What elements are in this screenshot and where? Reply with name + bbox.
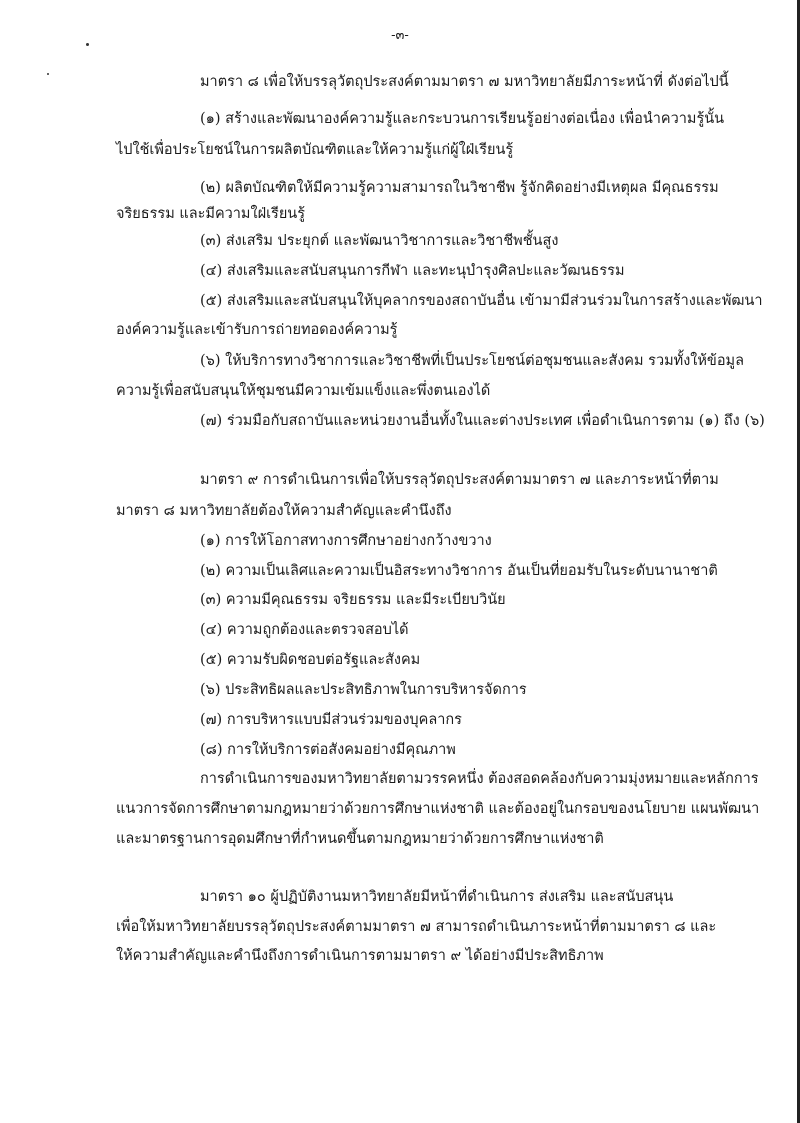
section-9-paragraph: การดำเนินการของมหาวิทยาลัยตามวรรคหนึ่ง ต้องสอดคล้องกับความมุ่งหมายและหลักการ <box>200 771 759 787</box>
section-9-item-5: (๕) ความรับผิดชอบต่อรัฐและสังคม <box>200 652 421 668</box>
section-8-item-7: (๗) ร่วมมือกับสถาบันและหน่วยงานอื่นทั้งในและต่างประเทศ เพื่อดำเนินการตาม (๑) ถึง (๖) <box>200 413 765 429</box>
section-9-paragraph-cont: และมาตรฐานการอุดมศึกษาที่กำหนดขึ้นตามกฎหมายว่าด้วยการศึกษาแห่งชาติ <box>116 831 604 847</box>
section-8-item-5: (๕) ส่งเสริมและสนับสนุนให้บุคลากรของสถาบันอื่น เข้ามามีส่วนร่วมในการสร้างและพัฒนา <box>200 293 763 309</box>
section-8-item-4: (๔) ส่งเสริมและสนับสนุนการกีฬา และทะนุบำรุงศิลปะและวัฒนธรรม <box>200 263 625 279</box>
section-8-item-1-cont: ไปใช้เพื่อประโยชน์ในการผลิตบัณฑิตและให้ความรู้แก่ผู้ใฝ่เรียนรู้ <box>116 142 514 158</box>
section-8-item-6-cont: ความรู้เพื่อสนับสนุนให้ชุมชนมีความเข้มแข็งและพึ่งตนเองได้ <box>116 383 491 399</box>
section-9-paragraph-cont: แนวการจัดการศึกษาตามกฎหมายว่าด้วยการศึกษาแห่งชาติ และต้องอยู่ในกรอบของนโยบาย แผนพัฒนา <box>116 801 760 817</box>
section-9-item-8: (๘) การให้บริการต่อสังคมอย่างมีคุณภาพ <box>200 742 456 758</box>
section-10-cont: เพื่อให้มหาวิทยาลัยบรรลุวัตถุประสงค์ตามมาตรา ๗ สามารถดำเนินภาระหน้าที่ตามมาตรา ๘ และ <box>116 919 717 935</box>
scan-speck <box>47 73 49 75</box>
section-8-item-2-cont: จริยธรรม และมีความใฝ่เรียนรู้ <box>116 206 306 222</box>
section-8-item-2: (๒) ผลิตบัณฑิตให้มีความรู้ความสามารถในวิชาชีพ รู้จักคิดอย่างมีเหตุผล มีคุณธรรม <box>200 180 719 196</box>
section-9-item-7: (๗) การบริหารแบบมีส่วนร่วมของบุคลากร <box>200 712 462 728</box>
section-8-item-3: (๓) ส่งเสริม ประยุกต์ และพัฒนาวิชาการและวิชาชีพชั้นสูง <box>200 233 559 249</box>
section-10-header: มาตรา ๑๐ ผู้ปฏิบัติงานมหาวิทยาลัยมีหน้าที่ดำเนินการ ส่งเสริม และสนับสนุน <box>200 889 674 905</box>
section-8-item-5-cont: องค์ความรู้และเข้ารับการถ่ายทอดองค์ความรู้ <box>116 322 398 338</box>
section-9-header-cont: มาตรา ๘ มหาวิทยาลัยต้องให้ความสำคัญและคำนึงถึง <box>116 503 452 519</box>
section-8-header: มาตรา ๘ เพื่อให้บรรลุวัตถุประสงค์ตามมาตรา ๗ มหาวิทยาลัยมีภาระหน้าที่ ดังต่อไปนี้ <box>200 74 729 90</box>
section-9-item-4: (๔) ความถูกต้องและตรวจสอบได้ <box>200 622 409 638</box>
section-9-item-3: (๓) ความมีคุณธรรม จริยธรรม และมีระเบียบวินัย <box>200 592 506 608</box>
section-9-header: มาตรา ๙ การดำเนินการเพื่อให้บรรลุวัตถุประสงค์ตามมาตรา ๗ และภาระหน้าที่ตาม <box>200 472 719 488</box>
section-9-item-1: (๑) การให้โอกาสทางการศึกษาอย่างกว้างขวาง <box>200 533 492 549</box>
section-8-item-6: (๖) ให้บริการทางวิชาการและวิชาชีพที่เป็นประโยชน์ต่อชุมชนและสังคม รวมทั้งให้ข้อมูล <box>200 353 744 369</box>
section-10-cont: ให้ความสำคัญและคำนึงถึงการดำเนินการตามมาตรา ๙ ได้อย่างมีประสิทธิภาพ <box>116 948 604 964</box>
section-8-item-1: (๑) สร้างและพัฒนาองค์ความรู้และกระบวนการเรียนรู้อย่างต่อเนื่อง เพื่อนำความรู้นั้น <box>200 111 725 127</box>
section-9-item-6: (๖) ประสิทธิผลและประสิทธิภาพในการบริหารจัดการ <box>200 682 527 698</box>
section-9-item-2: (๒) ความเป็นเลิศและความเป็นอิสระทางวิชาการ อันเป็นที่ยอมรับในระดับนานาชาติ <box>200 563 718 579</box>
page-number: -๓- <box>391 28 409 43</box>
